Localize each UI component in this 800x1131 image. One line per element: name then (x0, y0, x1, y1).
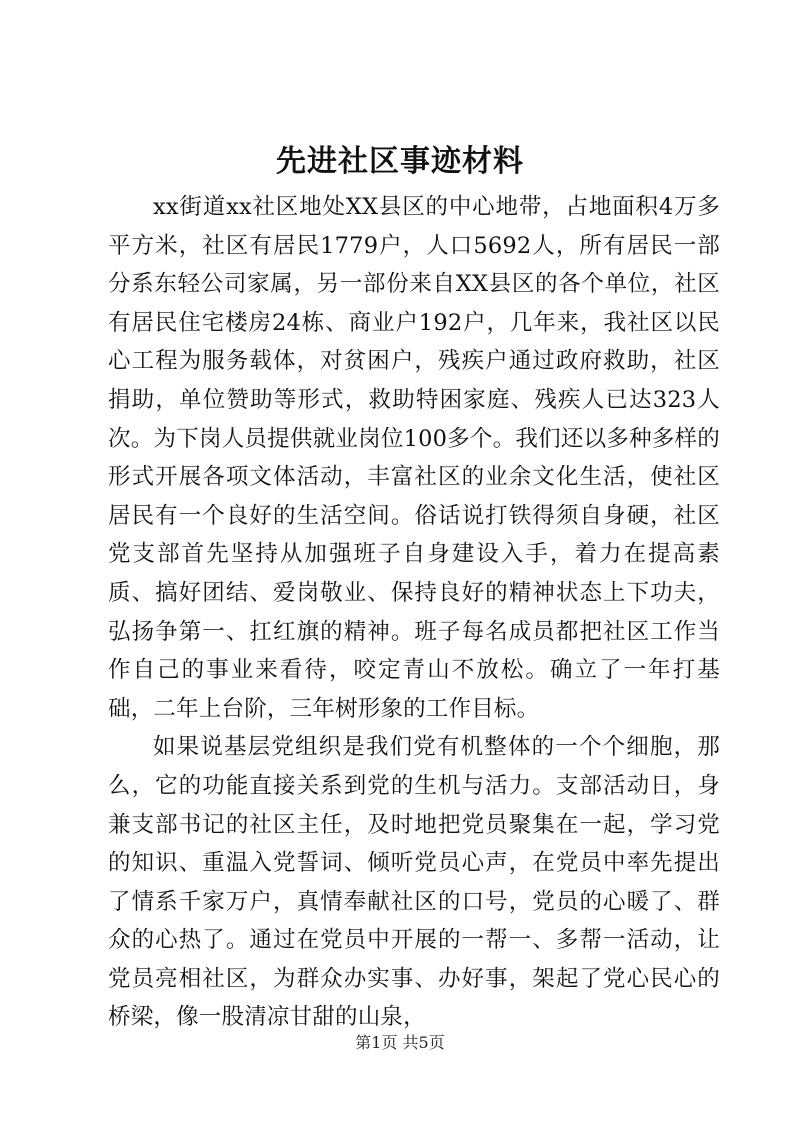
paragraph-2: 如果说基层党组织是我们党有机整体的一个个细胞，那么，它的功能直接关系到党的生机与活力。支部活动日，身兼支部书记的社区主任，及时地把党员聚集在一起，学习党的知识、重温入党誓词、倾听党员心声，在党员中率先提出了情系千家万户，真情奉献社区的口号，党员的心暖了、群众的心热了。通过在党员中开展的一帮一、多帮一活动，让党员亮相社区，为群众办实事、办好事，架起了党心民心的桥梁，像一股清凉甘甜的山泉， (108, 734, 720, 1031)
page-number-footer: 第1页 共5页 (355, 1033, 445, 1052)
document-body (108, 188, 720, 1037)
paragraph-1: xx街道xx社区地处XX县区的中心地带，占地面积4万多平方米，社区有居民1779户，人口5692人，所有居民一部分系东轻公司家属，另一部份来自XX县区的各个单位，社区有居民住宅楼房24栋、商业户192户，几年来，我社区以民心工程为服务载体，对贫困户，残疾户通过政府救助，社区捐助，单位赞助等形式，救助特困家庭、残疾人已达323人次。为下岗人员提供就业岗位100多个。我们还以多种多样的形式开展各项文体活动，丰富社区的业余文化生活，使社区居民有一个良好的生活空间。俗话说打铁得须自身硬，社区党支部首先坚持从加强班子自身建设入手，着力在提高素质、搞好团结、爱岗敬业、保持良好的精神状态上下功夫，弘扬争第一、扛红旗的精神。班子每名成员都把社区工作当作自己的事业来看待，咬定青山不放松。确立了一年打基础，二年上台阶，三年树形象的工作目标。 (108, 194, 720, 722)
document-title: 先进社区事迹材料 (276, 144, 524, 179)
